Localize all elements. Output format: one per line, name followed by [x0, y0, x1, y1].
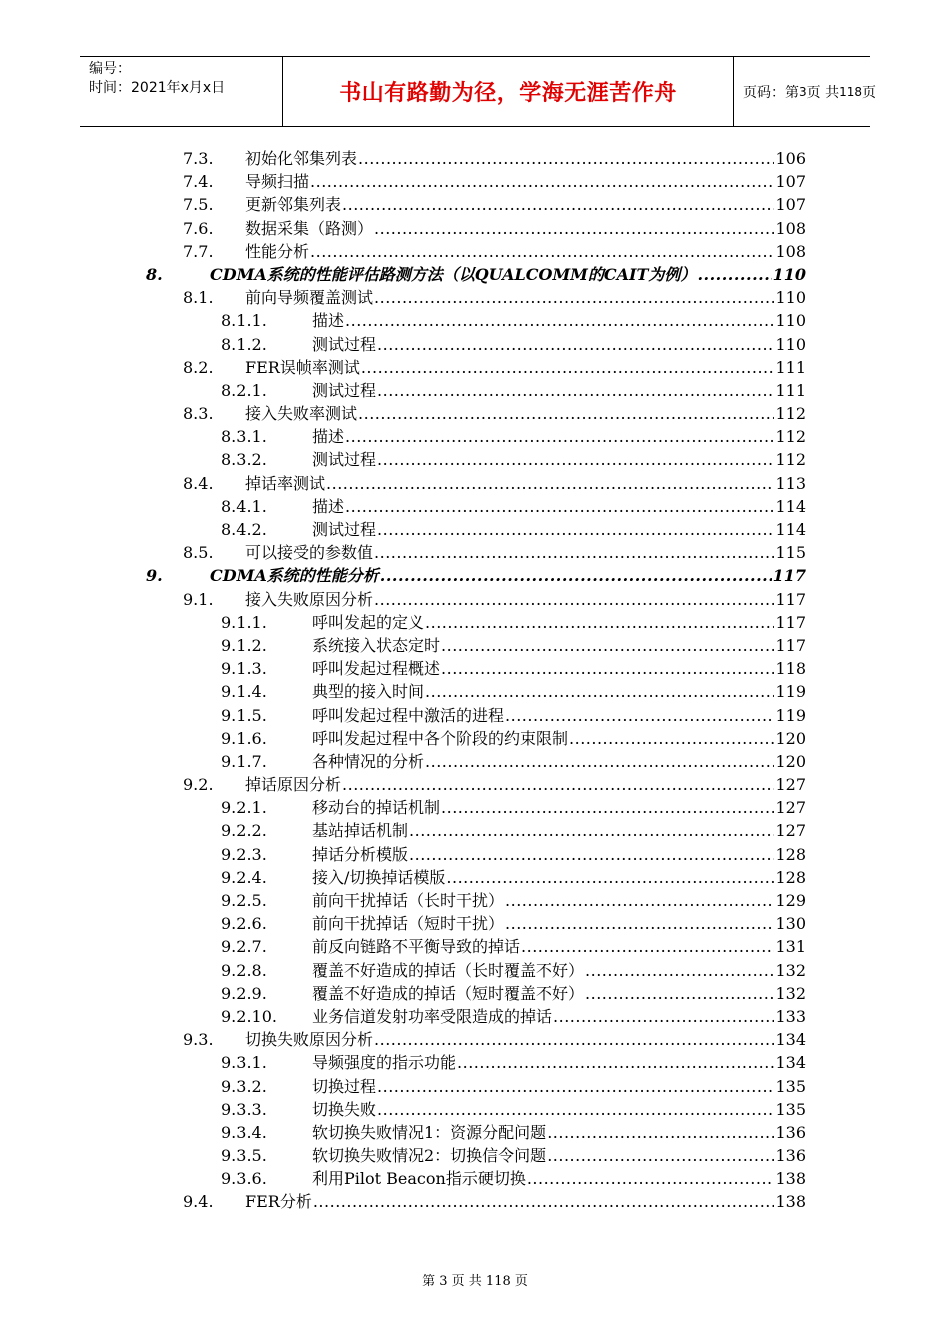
toc-entry-number: 9.2.10. — [221, 1006, 277, 1026]
toc-entry-page: 127 — [775, 775, 806, 795]
toc-entry-number: 8.4.2. — [221, 520, 267, 539]
toc-dot-leader — [361, 356, 775, 379]
toc-dot-leader — [553, 1005, 774, 1028]
toc-dot-leader — [505, 704, 774, 727]
toc-entry-title: 接入失败原因分析 — [245, 588, 374, 611]
toc-dot-leader — [342, 773, 774, 796]
toc-entry-number: 9.2.3. — [221, 844, 267, 864]
toc-entry[interactable] — [0, 541, 950, 564]
toc-entry-number: 8.5. — [183, 543, 214, 563]
toc-dot-leader — [527, 1167, 775, 1190]
toc-entry-number: 9.3.4. — [221, 1122, 267, 1142]
toc-entry[interactable] — [0, 564, 950, 587]
toc-entry-title: 覆盖不好造成的掉话（长时覆盖不好） — [312, 959, 585, 982]
toc-entry-line — [312, 611, 806, 634]
toc-entry-page: 128 — [775, 844, 806, 864]
toc-entry-number: 7.7. — [183, 241, 214, 261]
toc-entry-title: 呼叫发起过程中各个阶段的约束限制 — [312, 727, 569, 750]
toc-dot-leader — [409, 819, 774, 842]
page-footer: 第 3 页 共 118 页 — [422, 1274, 528, 1289]
toc-entry-page: 127 — [775, 798, 806, 818]
toc-entry-number: 8.3. — [183, 404, 214, 424]
toc-entry-title: 掉话率测试 — [245, 472, 326, 495]
toc-entry-title: 各种情况的分析 — [312, 750, 425, 773]
toc-entry-page: 132 — [775, 960, 806, 980]
toc-entry-line — [312, 448, 806, 471]
toc-entry[interactable] — [0, 170, 950, 193]
toc-dot-leader — [425, 680, 774, 703]
toc-entry-page: 114 — [775, 520, 806, 539]
toc-entry-number: 8.3.1. — [221, 427, 267, 447]
toc-dot-leader — [441, 634, 774, 657]
toc-entry[interactable] — [0, 240, 950, 263]
toc-entry-title: 初始化邻集列表 — [245, 147, 358, 170]
toc-entry[interactable] — [0, 634, 950, 657]
toc-entry-page: 131 — [775, 937, 806, 957]
toc-entry-number: 9.2.4. — [221, 867, 267, 887]
toc-entry-line — [245, 170, 806, 193]
toc-entry[interactable] — [0, 588, 950, 611]
toc-dot-leader — [547, 1121, 774, 1144]
toc-entry[interactable] — [0, 1075, 950, 1098]
toc-dot-leader — [446, 866, 774, 889]
toc-dot-leader — [425, 611, 774, 634]
toc-dot-leader — [358, 402, 774, 425]
toc-entry-page: 113 — [775, 473, 806, 493]
toc-entry-number: 7.3. — [183, 149, 214, 168]
toc-entry-page: 138 — [775, 1169, 806, 1189]
toc-entry-number: 9.1.7. — [221, 751, 267, 771]
toc-entry-page: 106 — [775, 149, 806, 168]
toc-entry-line — [312, 425, 806, 448]
toc-entry-number: 8.3.2. — [221, 450, 267, 470]
toc-entry[interactable] — [0, 1144, 950, 1167]
toc-entry-number: 8.2. — [183, 357, 214, 377]
toc-entry-line — [245, 541, 806, 564]
toc-dot-leader — [313, 1190, 775, 1213]
toc-entry-line — [312, 518, 806, 541]
toc-entry[interactable] — [0, 959, 950, 982]
toc-dot-leader — [377, 333, 774, 356]
toc-entry-title: 导频强度的指示功能 — [312, 1051, 457, 1074]
toc-entry-number: 9.2.6. — [221, 914, 267, 934]
toc-entry-title: 呼叫发起的定义 — [312, 611, 425, 634]
toc-entry-page: 110 — [775, 288, 806, 308]
toc-entry[interactable] — [0, 773, 950, 796]
header-meta-cell — [80, 57, 283, 126]
toc-entry-page: 132 — [775, 983, 806, 1003]
toc-entry-page: 138 — [775, 1192, 806, 1212]
toc-entry-number: 9.1.4. — [221, 682, 267, 702]
toc-entry-number: 8.1.2. — [221, 334, 267, 354]
toc-dot-leader — [569, 727, 774, 750]
toc-entry-page: 114 — [775, 496, 806, 516]
toc-entry-number: 8.4.1. — [221, 496, 267, 516]
toc-entry-number: 9.4. — [183, 1192, 214, 1212]
toc-dot-leader — [380, 564, 772, 587]
toc-entry-number: 8.4. — [183, 473, 214, 493]
toc-entry-page: 110 — [772, 264, 806, 284]
toc-entry-page: 127 — [775, 821, 806, 841]
toc-entry[interactable] — [0, 193, 950, 216]
toc-dot-leader — [374, 217, 774, 240]
toc-entry-line — [312, 1051, 806, 1074]
toc-entry-number: 9.2.8. — [221, 960, 267, 980]
toc-dot-leader — [409, 843, 774, 866]
toc-entry[interactable] — [0, 657, 950, 680]
toc-entry-line — [312, 1005, 806, 1028]
toc-entry-title: 导频扫描 — [245, 170, 310, 193]
toc-dot-leader — [326, 472, 774, 495]
toc-entry-title: 测试过程 — [312, 379, 377, 402]
toc-entry-page: 119 — [775, 682, 806, 702]
toc-entry-page: 118 — [775, 659, 806, 679]
toc-dot-leader — [377, 518, 774, 541]
toc-entry-line — [312, 982, 806, 1005]
toc-entry-title: 切换失败原因分析 — [245, 1028, 374, 1051]
toc-entry[interactable] — [0, 1190, 950, 1213]
toc-entry-title: 覆盖不好造成的掉话（短时覆盖不好） — [312, 982, 585, 1005]
toc-entry[interactable] — [0, 680, 950, 703]
toc-entry[interactable] — [0, 796, 950, 819]
toc-dot-leader — [310, 170, 774, 193]
toc-entry-page: 117 — [775, 635, 806, 655]
toc-entry-title: 软切换失败情况1：资源分配问题 — [312, 1121, 547, 1144]
page-prefix: 页码：第 — [743, 84, 799, 101]
toc-entry-line — [245, 147, 806, 170]
toc-entry-line — [210, 564, 806, 587]
toc-entry-line — [245, 773, 806, 796]
toc-entry-title: 测试过程 — [312, 333, 377, 356]
toc-entry-title: CDMA系统的性能分析 — [210, 564, 380, 587]
toc-dot-leader — [377, 448, 774, 471]
toc-entry[interactable] — [0, 1121, 950, 1144]
toc-entry-number: 9.3. — [183, 1030, 214, 1050]
toc-entry-line — [245, 193, 806, 216]
toc-entry[interactable] — [0, 286, 950, 309]
toc-entry-number: 9.2.5. — [221, 891, 267, 910]
toc-entry-line — [245, 356, 806, 379]
toc-dot-leader — [585, 959, 774, 982]
toc-entry-page: 115 — [775, 543, 806, 563]
toc-entry-number: 8.2.1. — [221, 380, 267, 400]
toc-dot-leader — [377, 1098, 774, 1121]
toc-entry-title: 描述 — [312, 495, 345, 518]
toc-entry-title: 接入/切换掉话模版 — [312, 866, 446, 889]
toc-entry-number: 9.3.1. — [221, 1053, 267, 1073]
toc-entry-title: 接入失败率测试 — [245, 402, 358, 425]
table-of-contents — [0, 147, 950, 1214]
toc-entry-title: 更新邻集列表 — [245, 193, 342, 216]
toc-entry-line — [245, 217, 806, 240]
toc-entry-line — [245, 240, 806, 263]
toc-entry-number: 9.1.2. — [221, 635, 267, 655]
toc-entry[interactable] — [0, 819, 950, 842]
toc-entry-page: 129 — [775, 891, 806, 910]
toc-entry-line — [312, 935, 806, 958]
toc-entry-line — [312, 1121, 806, 1144]
toc-entry-line — [245, 1190, 806, 1213]
toc-entry-title: 基站掉话机制 — [312, 819, 409, 842]
code-label: 编号： — [89, 61, 131, 77]
toc-entry-number: 7.4. — [183, 172, 214, 192]
toc-entry[interactable] — [0, 379, 950, 402]
toc-entry-title: CDMA系统的性能评估路测方法（以QUALCOMM的CAIT为例） — [210, 263, 697, 286]
toc-entry-page: 108 — [775, 241, 806, 261]
toc-entry[interactable] — [0, 935, 950, 958]
toc-entry-title: 利用Pilot Beacon指示硬切换 — [312, 1167, 527, 1190]
toc-entry[interactable] — [0, 912, 950, 935]
toc-entry[interactable] — [0, 518, 950, 541]
toc-entry[interactable] — [0, 704, 950, 727]
toc-entry-line — [312, 727, 806, 750]
toc-entry-number: 9.1.6. — [221, 728, 267, 748]
toc-entry-title: 数据采集（路测） — [245, 217, 374, 240]
toc-entry-number: 9.3.6. — [221, 1169, 267, 1189]
toc-entry-line — [312, 333, 806, 356]
toc-dot-leader — [505, 889, 774, 912]
toc-entry-page: 117 — [775, 612, 806, 632]
toc-entry-title: 测试过程 — [312, 448, 377, 471]
toc-entry-page: 120 — [775, 728, 806, 748]
toc-entry-number: 8. — [146, 264, 163, 284]
toc-entry[interactable] — [0, 1005, 950, 1028]
toc-entry-title: 可以接受的参数值 — [245, 541, 374, 564]
toc-entry-page: 112 — [775, 404, 806, 424]
document-header — [80, 56, 876, 127]
toc-entry-title: 典型的接入时间 — [312, 680, 425, 703]
toc-entry-page: 133 — [775, 1006, 806, 1026]
toc-entry-page: 111 — [775, 357, 806, 377]
toc-dot-leader — [342, 193, 774, 216]
toc-entry-line — [312, 634, 806, 657]
toc-entry-line — [312, 309, 806, 332]
toc-dot-leader — [374, 1028, 774, 1051]
toc-entry[interactable] — [0, 982, 950, 1005]
toc-dot-leader — [585, 982, 774, 1005]
toc-entry-page: 135 — [775, 1076, 806, 1096]
toc-entry-title: 性能分析 — [245, 240, 310, 263]
toc-entry-number: 9. — [146, 566, 163, 586]
toc-entry-number: 9.3.5. — [221, 1146, 267, 1166]
toc-entry-number: 9.3.2. — [221, 1076, 267, 1096]
toc-entry-line — [312, 1098, 806, 1121]
toc-entry-page: 117 — [772, 566, 806, 586]
toc-entry[interactable] — [0, 147, 950, 170]
toc-entry-line — [245, 472, 806, 495]
toc-entry[interactable] — [0, 333, 950, 356]
toc-entry-line — [210, 263, 806, 286]
toc-entry-page: 107 — [775, 195, 806, 215]
toc-entry-number: 8.1. — [183, 288, 214, 308]
toc-entry-line — [312, 843, 806, 866]
toc-entry-number: 9.1.5. — [221, 705, 267, 725]
toc-entry-title: 掉话原因分析 — [245, 773, 342, 796]
toc-entry-line — [245, 1028, 806, 1051]
toc-entry-page: 134 — [775, 1053, 806, 1073]
toc-entry-title: 呼叫发起过程概述 — [312, 657, 441, 680]
toc-entry-number: 9.3.3. — [221, 1099, 267, 1119]
toc-entry-page: 136 — [775, 1122, 806, 1142]
toc-entry-title: 呼叫发起过程中激活的进程 — [312, 704, 505, 727]
toc-dot-leader — [374, 541, 774, 564]
toc-entry[interactable] — [0, 263, 950, 286]
toc-entry[interactable] — [0, 750, 950, 773]
toc-entry-number: 9.2.9. — [221, 983, 267, 1003]
page-total: 118 — [839, 84, 862, 99]
time-label: 时间：2021年x月x日 — [89, 80, 226, 96]
toc-dot-leader — [457, 1051, 774, 1074]
toc-entry[interactable] — [0, 472, 950, 495]
toc-entry-line — [312, 866, 806, 889]
toc-entry-line — [312, 1144, 806, 1167]
toc-entry-line — [312, 750, 806, 773]
toc-dot-leader — [310, 240, 774, 263]
toc-dot-leader — [374, 286, 774, 309]
toc-entry-page: 110 — [775, 334, 806, 354]
toc-entry-number: 7.5. — [183, 195, 214, 215]
toc-entry[interactable] — [0, 1028, 950, 1051]
toc-entry-title: 描述 — [312, 425, 345, 448]
toc-entry-page: 110 — [775, 311, 806, 331]
toc-entry-number: 9.1. — [183, 589, 214, 609]
toc-entry-title: 切换失败 — [312, 1098, 377, 1121]
toc-dot-leader — [377, 1075, 774, 1098]
toc-entry-title: 系统接入状态定时 — [312, 634, 441, 657]
toc-entry[interactable] — [0, 611, 950, 634]
toc-entry-page: 108 — [775, 218, 806, 238]
toc-dot-leader — [505, 912, 774, 935]
toc-dot-leader — [345, 495, 774, 518]
toc-entry-line — [312, 796, 806, 819]
toc-entry-line — [312, 959, 806, 982]
toc-entry-page: 130 — [775, 914, 806, 934]
toc-entry-title: 前向导频覆盖测试 — [245, 286, 374, 309]
toc-dot-leader — [345, 425, 774, 448]
toc-entry-page: 119 — [775, 705, 806, 725]
toc-entry-title: FER误帧率测试 — [245, 356, 361, 379]
toc-entry[interactable] — [0, 356, 950, 379]
toc-entry-number: 9.2. — [183, 775, 214, 795]
toc-entry-line — [312, 1075, 806, 1098]
toc-entry-line — [245, 588, 806, 611]
toc-entry-title: 描述 — [312, 309, 345, 332]
toc-entry[interactable] — [0, 1167, 950, 1190]
page-number: 3 — [799, 84, 807, 99]
toc-entry-line — [312, 912, 806, 935]
toc-entry-page: 112 — [775, 427, 806, 447]
toc-entry-line — [312, 680, 806, 703]
toc-entry-number: 7.6. — [183, 218, 214, 238]
toc-entry-page: 128 — [775, 867, 806, 887]
toc-entry-line — [312, 657, 806, 680]
toc-entry[interactable] — [0, 1051, 950, 1074]
toc-dot-leader — [547, 1144, 774, 1167]
toc-dot-leader — [521, 935, 774, 958]
toc-entry[interactable] — [0, 425, 950, 448]
page-mid: 页 共 — [806, 84, 840, 101]
toc-entry-line — [312, 495, 806, 518]
toc-dot-leader — [441, 657, 774, 680]
toc-entry[interactable] — [0, 495, 950, 518]
toc-entry-page: 120 — [775, 751, 806, 771]
toc-dot-leader — [441, 796, 774, 819]
toc-entry-line — [312, 889, 806, 912]
page-suffix: 页 — [862, 84, 876, 101]
toc-entry[interactable] — [0, 866, 950, 889]
toc-entry-line — [245, 402, 806, 425]
toc-entry-number: 9.2.7. — [221, 937, 267, 957]
header-page-info — [733, 57, 876, 126]
toc-entry-number: 9.1.3. — [221, 659, 267, 679]
toc-entry-line — [312, 704, 806, 727]
toc-entry[interactable] — [0, 309, 950, 332]
toc-entry-title: 前向干扰掉话（短时干扰） — [312, 912, 505, 935]
toc-entry-page: 117 — [775, 589, 806, 609]
toc-entry-page: 111 — [775, 380, 806, 400]
header-motto: 书山有路勤为径，学海无涯苦作舟 — [283, 57, 734, 126]
toc-entry[interactable] — [0, 727, 950, 750]
toc-entry-page: 136 — [775, 1146, 806, 1166]
toc-entry-title: 前向干扰掉话（长时干扰） — [312, 889, 505, 912]
toc-entry-number: 9.2.1. — [221, 798, 267, 818]
toc-entry-page: 107 — [775, 172, 806, 192]
toc-dot-leader — [377, 379, 774, 402]
toc-entry-title: 移动台的掉话机制 — [312, 796, 441, 819]
toc-entry-number: 9.1.1. — [221, 612, 267, 632]
toc-dot-leader — [425, 750, 774, 773]
toc-entry-line — [312, 1167, 806, 1190]
toc-entry-title: 切换过程 — [312, 1075, 377, 1098]
toc-entry-title: 业务信道发射功率受限造成的掉话 — [312, 1005, 553, 1028]
toc-entry-title: FER分析 — [245, 1190, 313, 1213]
toc-entry-line — [312, 819, 806, 842]
toc-entry[interactable] — [0, 889, 950, 912]
toc-entry[interactable] — [0, 1098, 950, 1121]
toc-entry[interactable] — [0, 843, 950, 866]
toc-entry-title: 掉话分析模版 — [312, 843, 409, 866]
toc-entry-title: 测试过程 — [312, 518, 377, 541]
toc-entry-line — [312, 379, 806, 402]
toc-entry-number: 8.1.1. — [221, 311, 267, 331]
toc-entry[interactable] — [0, 448, 950, 471]
toc-entry-page: 112 — [775, 450, 806, 470]
toc-dot-leader — [345, 309, 774, 332]
toc-entry-line — [245, 286, 806, 309]
toc-entry-title: 前反向链路不平衡导致的掉话 — [312, 935, 521, 958]
toc-entry[interactable] — [0, 402, 950, 425]
toc-dot-leader — [358, 147, 774, 170]
toc-dot-leader — [697, 263, 771, 286]
toc-entry-title: 软切换失败情况2：切换信令问题 — [312, 1144, 547, 1167]
toc-entry-number: 9.2.2. — [221, 821, 267, 841]
toc-entry-page: 134 — [775, 1030, 806, 1050]
toc-entry-page: 135 — [775, 1099, 806, 1119]
toc-dot-leader — [374, 588, 774, 611]
toc-entry[interactable] — [0, 217, 950, 240]
